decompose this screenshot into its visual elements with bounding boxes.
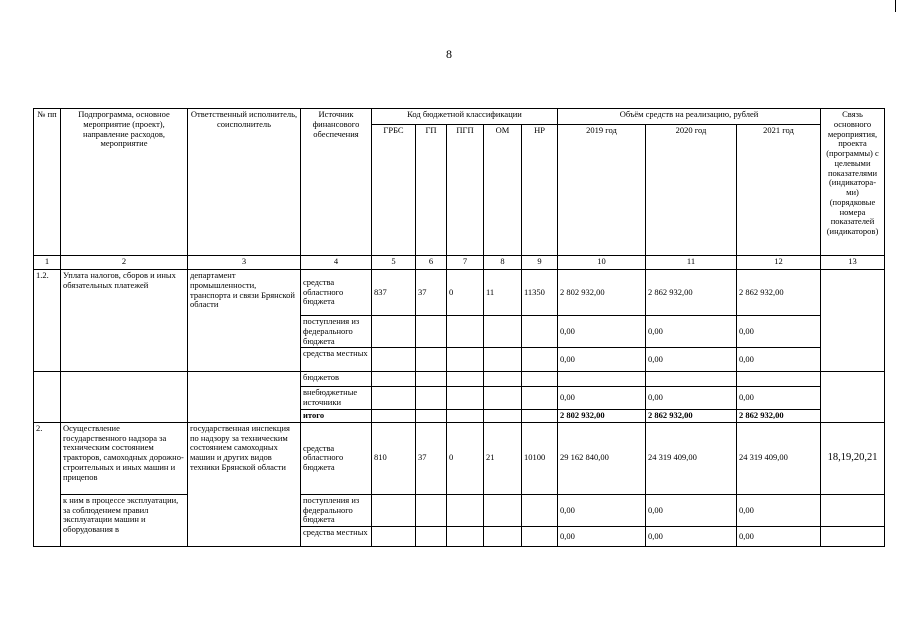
program-name: Осуществление государственного надзора за техническим состоянием тракторов, самоходных дорожно-строительных и иных машин и прицепов [61, 422, 188, 494]
total-2019: 2 802 932,00 [558, 409, 646, 422]
header-program: Подпрограмма, основное мероприятие (проект), направление расходов, мероприятие [61, 109, 188, 256]
funding-source: средства местных [301, 348, 372, 372]
amount-2019: 2 802 932,00 [558, 270, 646, 316]
amount-2019: 0,00 [558, 316, 646, 348]
funding-source: внебюджетные источники [301, 387, 372, 410]
amount-2021: 0,00 [737, 494, 821, 526]
row-number: 2. [34, 422, 61, 546]
table-row [34, 422, 885, 494]
page-number: 8 [446, 47, 452, 61]
funding-source: поступления из федерального бюджета [301, 316, 372, 348]
header-pgp: ПГП [447, 125, 484, 256]
column-number: 12 [737, 256, 821, 270]
header-indicator-link: Связь основного мероприятия, проекта (программы) с целевыми показателями (индикатора-ми) (порядковые номера показателей (индикаторов) [821, 109, 885, 256]
program-name-continued: к ним в процессе эксплуатации, за соблюдением правил эксплуатации машин и оборудования в [61, 494, 188, 546]
row-number: 1.2. [34, 270, 61, 372]
corner-mark [895, 0, 896, 12]
amount-2020: 0,00 [646, 316, 737, 348]
indicator-link: 18,19,20,21 [821, 422, 885, 494]
header-row [34, 109, 885, 125]
responsible-executor: государственная инспекция по надзору за техническим состоянием самоходных машин и других видов техники Брянской области [188, 422, 301, 546]
header-2021: 2021 год [737, 125, 821, 256]
indicator-link [821, 270, 885, 372]
header-budget-code: Код бюджетной классификации [372, 109, 558, 125]
amount-2019: 0,00 [558, 527, 646, 547]
funding-source: средства местных [301, 527, 372, 547]
amount-2020: 24 319 409,00 [646, 422, 737, 494]
column-number: 11 [646, 256, 737, 270]
header-volume: Объём средств на реализацию, рублей [558, 109, 821, 125]
code-pgp: 0 [447, 422, 484, 494]
column-number: 9 [522, 256, 558, 270]
header-om: ОМ [484, 125, 522, 256]
code-nr: 10100 [522, 422, 558, 494]
column-number: 1 [34, 256, 61, 270]
code-om: 11 [484, 270, 522, 316]
total-label: итого [301, 409, 372, 422]
header-nr: НР [522, 125, 558, 256]
amount-2021: 24 319 409,00 [737, 422, 821, 494]
amount-2020: 2 862 932,00 [646, 270, 737, 316]
amount-2021: 0,00 [737, 316, 821, 348]
column-number: 6 [416, 256, 447, 270]
column-number: 5 [372, 256, 416, 270]
code-nr: 11350 [522, 270, 558, 316]
column-number: 13 [821, 256, 885, 270]
column-number: 2 [61, 256, 188, 270]
total-2020: 2 862 932,00 [646, 409, 737, 422]
column-number: 10 [558, 256, 646, 270]
header-source: Источник финансового обеспечения [301, 109, 372, 256]
header-grbs: ГРБС [372, 125, 416, 256]
responsible-executor: департамент промышленности, транспорта и связи Брянской области [188, 270, 301, 372]
code-grbs: 810 [372, 422, 416, 494]
column-number-row [34, 256, 885, 270]
amount-2019: 29 162 840,00 [558, 422, 646, 494]
amount-2019: 0,00 [558, 387, 646, 410]
amount-2019: 0,00 [558, 348, 646, 372]
table-row [34, 494, 885, 526]
budget-table [33, 108, 885, 547]
funding-source: средства областного бюджета [301, 270, 372, 316]
header-responsible: Ответственный исполнитель, соисполнитель [188, 109, 301, 256]
code-gp: 37 [416, 422, 447, 494]
program-name: Уплата налогов, сборов и иных обязательных платежей [61, 270, 188, 372]
code-grbs: 837 [372, 270, 416, 316]
total-2021: 2 862 932,00 [737, 409, 821, 422]
amount-2021: 0,00 [737, 387, 821, 410]
funding-source: средства областного бюджета [301, 422, 372, 494]
table-row [34, 270, 885, 316]
header-gp: ГП [416, 125, 447, 256]
code-gp: 37 [416, 270, 447, 316]
amount-2020: 0,00 [646, 527, 737, 547]
column-number: 8 [484, 256, 522, 270]
header-no: № пп [34, 109, 61, 256]
amount-2020: 0,00 [646, 348, 737, 372]
code-pgp: 0 [447, 270, 484, 316]
column-number: 4 [301, 256, 372, 270]
amount-2021: 2 862 932,00 [737, 270, 821, 316]
table-row [34, 372, 885, 387]
column-number: 7 [447, 256, 484, 270]
amount-2021: 0,00 [737, 348, 821, 372]
header-2020: 2020 год [646, 125, 737, 256]
amount-2021: 0,00 [737, 527, 821, 547]
amount-2020: 0,00 [646, 494, 737, 526]
funding-source: бюджетов [301, 372, 372, 387]
column-number: 3 [188, 256, 301, 270]
amount-2019: 0,00 [558, 494, 646, 526]
funding-source: поступления из федерального бюджета [301, 494, 372, 526]
header-2019: 2019 год [558, 125, 646, 256]
amount-2020: 0,00 [646, 387, 737, 410]
code-om: 21 [484, 422, 522, 494]
